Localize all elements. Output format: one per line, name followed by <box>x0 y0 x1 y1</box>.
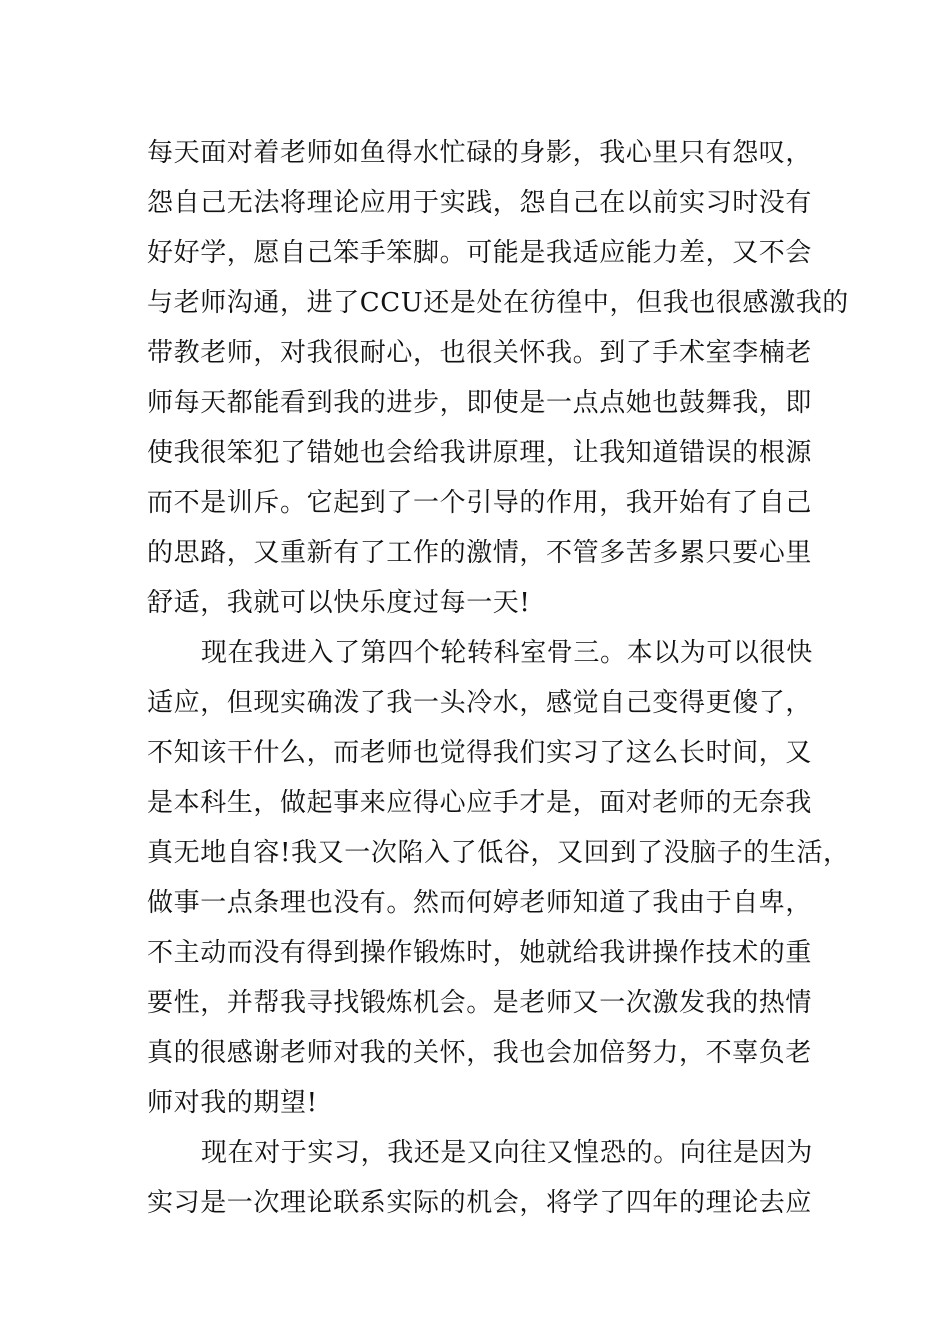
text-line: 不主动而没有得到操作锻炼时，她就给我讲操作技术的重 <box>147 938 813 968</box>
text-line: 使我很笨犯了错她也会给我讲原理，让我知道错误的根源 <box>147 438 813 468</box>
text-line: 带教老师，对我很耐心，也很关怀我。到了手术室李楠老 <box>147 338 813 368</box>
text-line: 实习是一次理论联系实际的机会，将学了四年的理论去应 <box>147 1188 813 1218</box>
text-line: 的思路，又重新有了工作的激情，不管多苦多累只要心里 <box>147 538 813 568</box>
text-line: 不知该干什么，而老师也觉得我们实习了这么长时间，又 <box>147 738 813 768</box>
text-line: 怨自己无法将理论应用于实践，怨自己在以前实习时没有 <box>147 188 813 218</box>
text-line: 师对我的期望! <box>147 1088 318 1118</box>
text-line: 是本科生，做起事来应得心应手才是，面对老师的无奈我 <box>147 788 813 818</box>
text-line: 真的很感谢老师对我的关怀，我也会加倍努力，不辜负老 <box>147 1038 813 1068</box>
text-line: 舒适，我就可以快乐度过每一天! <box>147 588 531 618</box>
text-line: 与老师沟通，进了CCU还是处在彷徨中，但我也很感激我的 <box>147 288 849 318</box>
text-line: 真无地自容!我又一次陷入了低谷，又回到了没脑子的生活， <box>147 838 850 868</box>
text-line: 要性，并帮我寻找锻炼机会。是老师又一次激发我的热情 <box>147 988 813 1018</box>
paragraph-first-line: 现在对于实习，我还是又向往又惶恐的。向往是因为 <box>201 1138 813 1168</box>
text-line: 而不是训斥。它起到了一个引导的作用，我开始有了自己 <box>147 488 813 518</box>
text-line: 好好学，愿自己笨手笨脚。可能是我适应能力差，又不会 <box>147 238 813 268</box>
text-line: 做事一点条理也没有。然而何婷老师知道了我由于自卑， <box>147 888 813 918</box>
text-line: 师每天都能看到我的进步，即使是一点点她也鼓舞我，即 <box>147 388 813 418</box>
document-body <box>147 128 850 1228</box>
paragraph-first-line: 现在我进入了第四个轮转科室骨三。本以为可以很快 <box>201 638 813 668</box>
text-line: 每天面对着老师如鱼得水忙碌的身影，我心里只有怨叹， <box>147 138 813 168</box>
text-line: 适应，但现实确泼了我一头冷水，感觉自己变得更傻了， <box>147 688 813 718</box>
